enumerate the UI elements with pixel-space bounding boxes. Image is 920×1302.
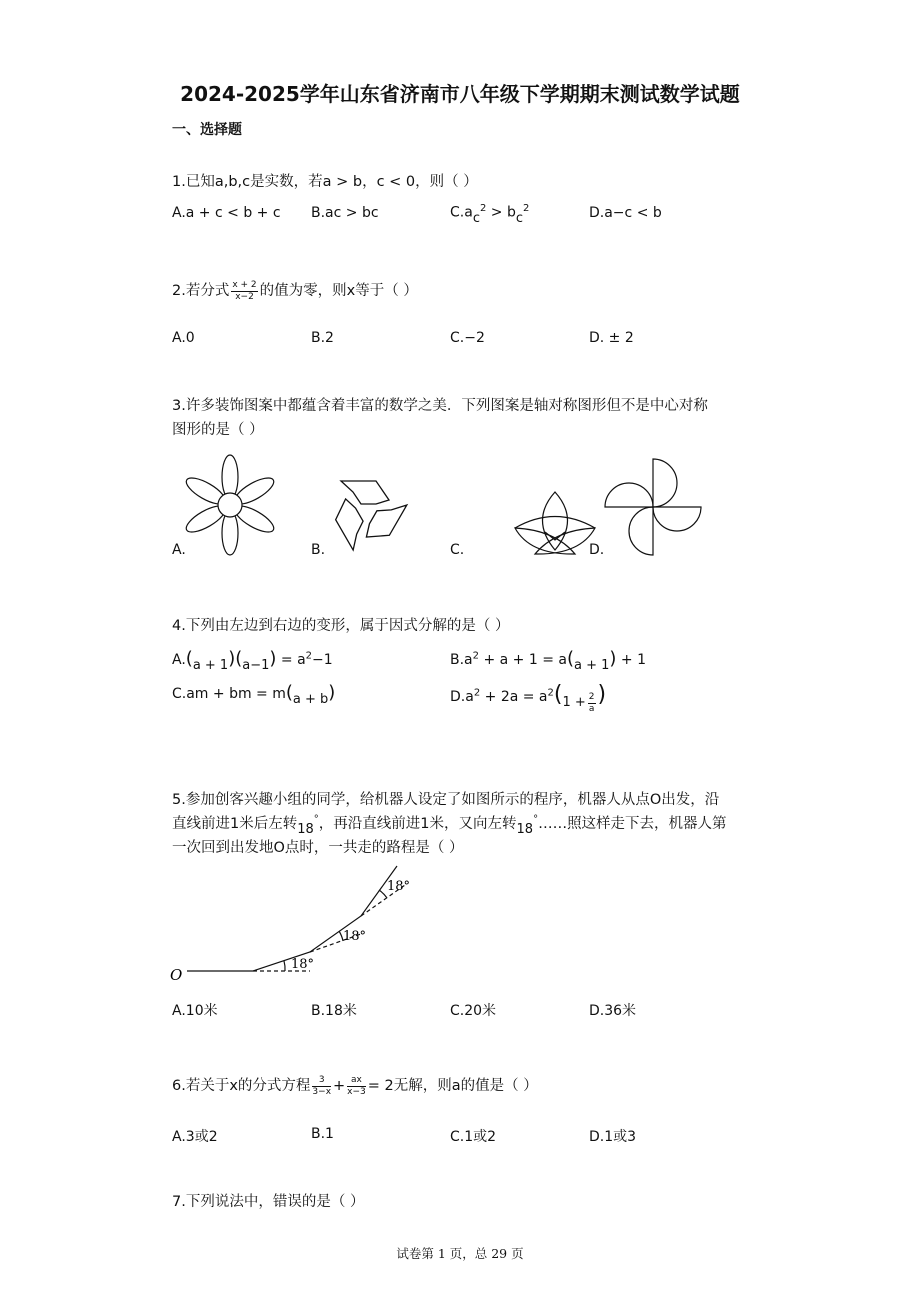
origin-label: O xyxy=(170,966,183,984)
angle-label: 18° xyxy=(387,879,411,894)
question-1-stem: 1.已知a,b,c是实数，若a > b，c < 0，则（ ） xyxy=(172,174,478,190)
q5-option-c: C.20米 xyxy=(450,1003,497,1019)
recycle-figure xyxy=(329,481,407,550)
path-line xyxy=(187,866,397,971)
q4-option-d: $D.a^2 + 2a = a^2(1$ + $\frac{2}{a}$ ) xyxy=(450,682,607,714)
fraction: $\frac{x + 2}{x-2}$ xyxy=(232,279,257,302)
q4-option-c: C.am + bm = m(a + b) xyxy=(172,682,336,707)
q6-option-c: C.1或2 xyxy=(450,1129,497,1145)
q2-option-a: A.0 xyxy=(172,330,195,346)
q5-option-a: A.10米 xyxy=(172,1003,218,1019)
q4-option-a: $A.(a + 1)(a-1) = a^2-1$ xyxy=(172,648,333,673)
q3-option-b: B. xyxy=(311,542,326,558)
q6-option-a: A.3或2 xyxy=(172,1129,218,1145)
q1-option-b: B.ac > bc xyxy=(311,205,379,221)
q3-option-c: C. xyxy=(450,542,465,558)
angle-label: 18° xyxy=(343,929,367,944)
question-3-line1: 3.许多装饰图案中都蕴含着丰富的数学之美．下列图案是轴对称图形但不是中心对称 xyxy=(172,398,708,414)
question-2-stem: 2.若分式 $\frac{x + 2}{x-2}$ 的值为零，则x等于（ ） xyxy=(172,279,418,302)
page-footer: 试卷第 1 页，总 29 页 xyxy=(396,1246,524,1261)
q2-option-d: D. ± 2 xyxy=(589,330,634,346)
q5-option-b: B.18米 xyxy=(311,1003,357,1019)
q6-option-d: D.1或3 xyxy=(589,1129,637,1145)
page-title: 2024-2025学年山东省济南市八年级下学期期末测试数学试题 xyxy=(180,82,740,106)
section-heading: 一、选择题 xyxy=(172,122,242,138)
q2-option-b: B.2 xyxy=(311,330,334,346)
question-5-line2: 直线前进1米后左转18°，再沿直线前进1米，又向左转18°……照这样走下去，机器人第 xyxy=(172,814,727,837)
robot-path-diagram xyxy=(165,860,425,990)
question-4-stem: 4.下列由左边到右边的变形，属于因式分解的是（ ） xyxy=(172,618,510,634)
q2-option-c: C.−2 xyxy=(450,330,485,346)
flower-figure xyxy=(183,455,278,555)
q4-option-b: $B.a^2 + a + 1 = a(a + 1) + 1$ xyxy=(450,648,646,673)
pinwheel-figure xyxy=(605,459,701,555)
question-3-line2: 图形的是（ ） xyxy=(172,422,264,438)
lotus-figure xyxy=(515,492,595,554)
angle-label: 18° xyxy=(291,957,315,972)
q5-option-d: D.36米 xyxy=(589,1003,637,1019)
question-6-stem: 6.若关于x的分式方程 $\frac{3}{3-x}$ + $\frac{ax}{x-3}$ = 2无解，则a的值是（ ） xyxy=(172,1074,538,1097)
q3-option-d: D. xyxy=(589,542,605,558)
question-5-line3: 一次回到出发地O点时，一共走的路程是（ ） xyxy=(172,840,464,856)
q1-option-d: D.a−c < b xyxy=(589,205,662,221)
question-7-stem: 7.下列说法中，错误的是（ ） xyxy=(172,1194,365,1210)
q1-option-c: $C.ac^2 > bc^2$ xyxy=(450,203,530,226)
q1-option-a: A.a + c < b + c xyxy=(172,205,281,221)
question-5-line1: 5.参加创客兴趣小组的同学，给机器人设定了如图所示的程序，机器人从点O出发，沿 xyxy=(172,792,720,808)
q3-option-a: A. xyxy=(172,542,186,558)
q6-option-b: B.1 xyxy=(311,1126,334,1142)
